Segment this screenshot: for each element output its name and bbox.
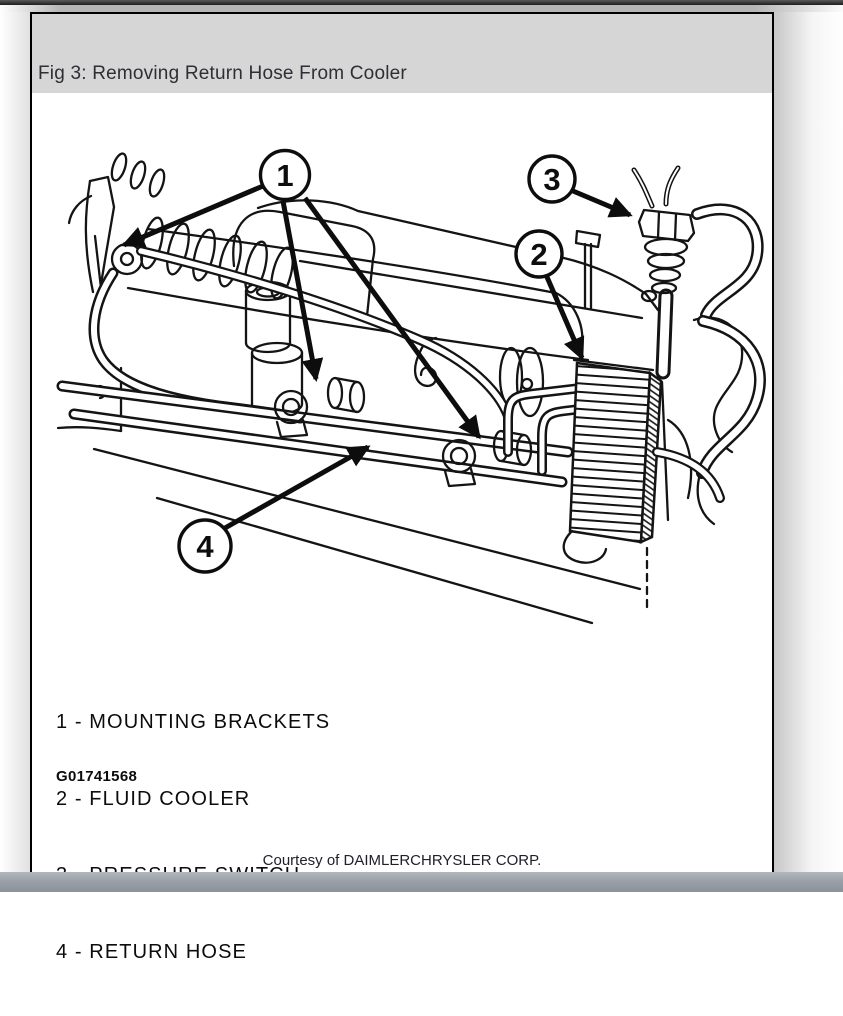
callout-4 bbox=[179, 520, 231, 572]
callout-1-number: 1 bbox=[276, 158, 294, 193]
legend-item-2: 2 - FLUID COOLER bbox=[56, 787, 251, 810]
arrow-to-pressure-switch bbox=[573, 191, 630, 215]
return-hose-tubes bbox=[62, 386, 568, 482]
callout-3 bbox=[529, 156, 575, 202]
pressure-switch bbox=[634, 168, 694, 372]
callout-2-number: 2 bbox=[530, 237, 548, 272]
figure-legend bbox=[56, 659, 330, 1016]
window-chrome-band bbox=[0, 5, 843, 12]
courtesy-line: Courtesy of DAIMLERCHRYSLER CORP. bbox=[262, 852, 542, 869]
page-left-margin bbox=[0, 12, 30, 872]
legend-item-1: 1 - MOUNTING BRACKETS bbox=[56, 711, 331, 733]
right-hoses bbox=[657, 209, 760, 498]
figure-panel bbox=[30, 12, 774, 963]
callout-1 bbox=[261, 151, 310, 200]
figure-illustration bbox=[32, 93, 772, 653]
switch-wires bbox=[634, 168, 678, 206]
figure-title: Fig 3: Removing Return Hose From Cooler bbox=[38, 63, 407, 84]
callout-2 bbox=[516, 231, 562, 277]
legend-item-4: 4 - RETURN HOSE bbox=[56, 940, 247, 963]
callout-4-number: 4 bbox=[196, 529, 214, 564]
window-bottom-bar bbox=[0, 872, 843, 892]
page-right-shadow bbox=[774, 12, 843, 872]
figure-id: G01741568 bbox=[56, 768, 138, 785]
fluid-cooler bbox=[564, 360, 661, 607]
callout-3-number: 3 bbox=[543, 162, 561, 197]
arrow-to-fluid-cooler bbox=[547, 277, 582, 358]
line-art-diagram bbox=[32, 93, 772, 653]
arrow-to-clamp-2 bbox=[305, 198, 479, 437]
figure-header bbox=[32, 14, 772, 93]
